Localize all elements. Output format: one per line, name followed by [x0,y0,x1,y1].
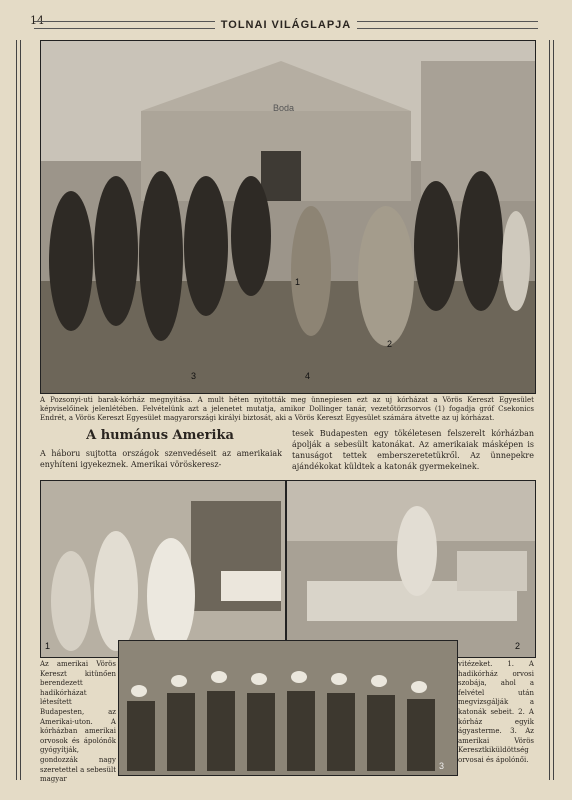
photo-doctors-room [40,480,286,658]
photo-ward [286,480,536,658]
page-frame-right [549,40,554,780]
collage-label-1: 1 [45,641,51,651]
person-label-4: 4 [305,371,311,381]
person-label-1: 1 [295,277,301,287]
person-label-2: 2 [387,339,393,349]
page-number: 14 [30,14,44,27]
masthead-ornament-right [357,21,538,29]
page-frame-left [16,40,21,780]
photo-staff-group [118,640,458,776]
article-headline: A humánus Amerika [86,428,234,443]
masthead-ornament-left [34,21,215,29]
side-caption-left: Az amerikai Vörös Kereszt kitünően berendezett hadikórházat létesített Budapesten, az Amerikai-uton. A kórházban amerikai orvosok és ápolónők gyógyítják, gondozzák nagy szeretettel a sebesült magyar [40,660,117,784]
magazine-title: TOLNAI VILÁGLAPJA [220,19,352,31]
article-paragraph-left: A háboru sujtotta országok szenvedéseit az amerikaiak enyhíteni igyekeznek. Amerikai vöröskeresz- [40,449,282,469]
top-photo [40,40,536,394]
article-paragraph-right: tesek Budapesten egy tökéletesen felszerelt kórházban ápolják a sebesült katonákat. Az amerikaiak másképen is tanuságot tettek emberszeretetükről. Az ünnepekre ajándékokat küldtek a katonák gyermekeinek. [292,429,534,471]
collage-label-2: 2 [515,641,521,651]
building-sign: Boda [273,103,295,113]
collage-label-3: 3 [439,761,445,771]
caption-top: A Pozsonyi-uti barak-kórház megnyitása. A mult héten nyitották meg ünnepiesen ezt az uj kórházat a Vörös Kereszt Egyesület képviselőinek jelenlétében. Felvételünk azt a jelenetet mutatja, amikor Dollinger tanár, vezetőtörzsorvos (1) fogadja gróf Csekonics Endrét, a Vörös Kereszt Egyesület magyarországi királyi biztosát, aki a Vörös Kereszt Egyesület számára átvette az uj kórházat. [40,396,534,422]
side-caption-right: vitézeket. 1. A hadikórház orvosi szobája, ahol a felvétel után megvizsgálják a katonák sebeit. 2. A kórház egyik ágyasterme. 3. Az amerikai Vörös Keresztkiküldöttség orvosai és ápolónői. [458,660,534,764]
masthead [28,16,544,34]
person-label-3: 3 [191,371,197,381]
